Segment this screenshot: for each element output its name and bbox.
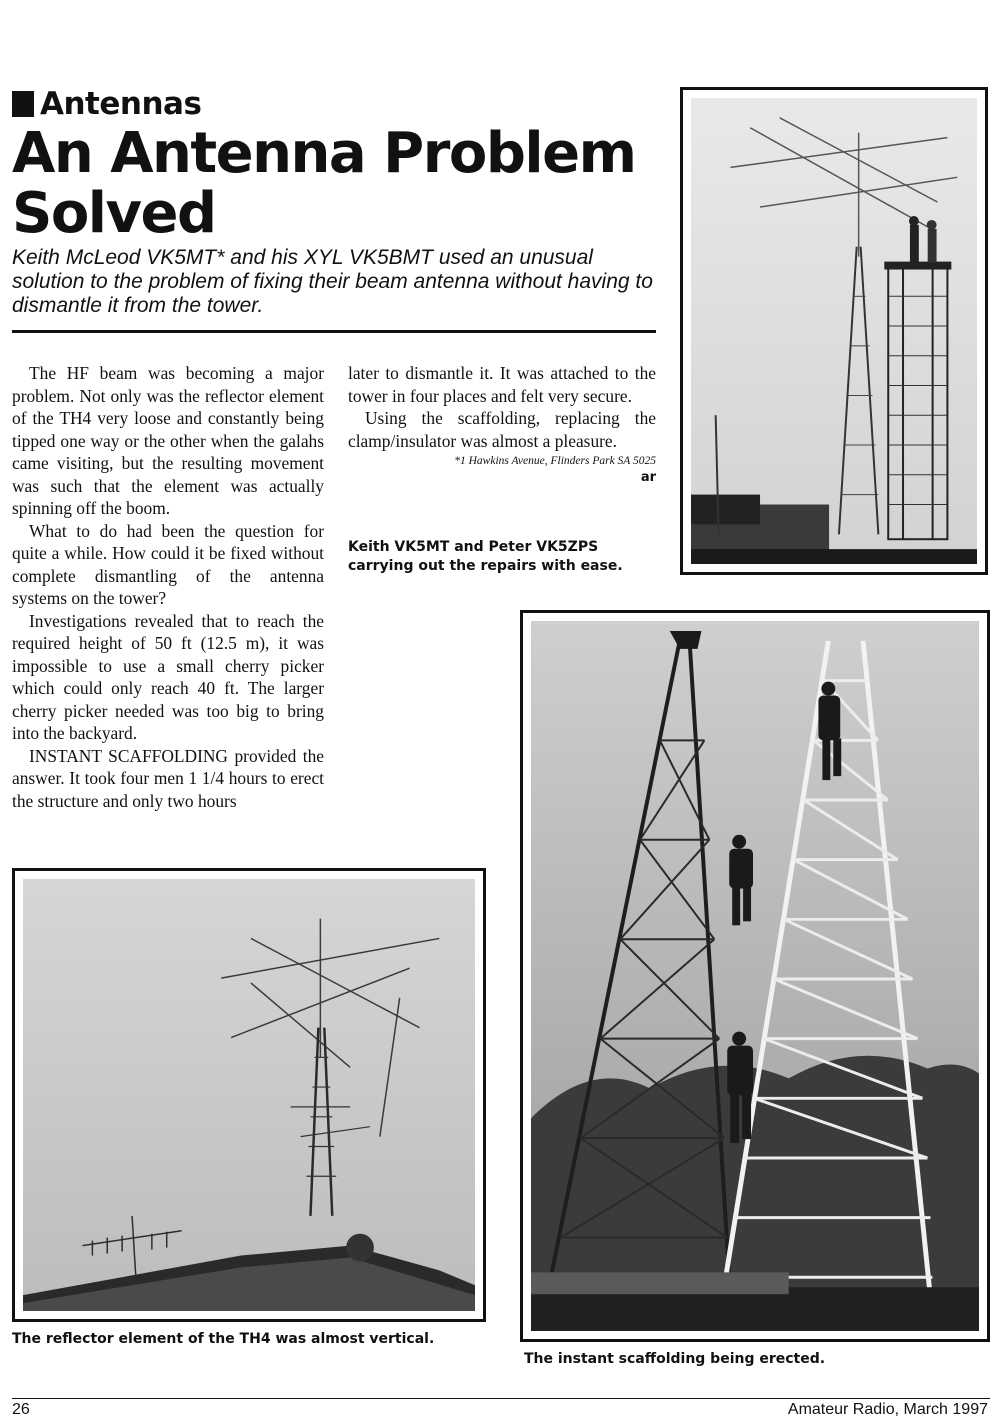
photo-repairs-on-scaffold: [680, 87, 988, 575]
caption-top-right: Keith VK5MT and Peter VK5ZPS carrying out the repairs with ease.: [348, 539, 623, 574]
footer-rule: [12, 1398, 990, 1399]
caption-bottom-right: The instant scaffolding being erected.: [524, 1351, 826, 1367]
photo-image: [23, 879, 475, 1311]
article-standfirst: Keith McLeod VK5MT* and his XYL VK5BMT used an unusual solution to the problem of fixing their beam antenna without having to dismantle it from the tower.: [12, 246, 653, 317]
paragraph: The HF beam was becoming a major problem. Not only was the reflector element of the TH4 very loose and constantly being tipped one way or the other when the galahs came visiting, but the resulting movement was such that the element was actually spinning off the boom.: [12, 363, 324, 518]
end-mark: ar: [640, 470, 656, 485]
paragraph: What to do had been the question for quite a while. How could it be fixed without complete dismantling of the antenna systems on the tower?: [12, 520, 324, 608]
article-title: An Antenna Problem Solved: [12, 121, 636, 246]
section-heading: [12, 86, 201, 122]
paragraph: Using the scaffolding, replacing the clamp/insulator was almost a pleasure.: [348, 408, 656, 451]
paragraph: Investigations revealed that to reach the required height of 50 ft (12.5 m), it was impossible to use a small cherry picker which could only reach 40 ft. The larger cherry picker needed was too big to bring into the backyard.: [12, 610, 324, 743]
photo-reflector-vertical: [12, 868, 486, 1322]
section-label: Antennas: [40, 86, 202, 122]
paragraph: INSTANT SCAFFOLDING provided the answer. It took four men 1 1/4 hours to erect the structure and only two hours: [12, 745, 324, 811]
photo-image: [691, 98, 977, 564]
article-column-2: [348, 362, 656, 487]
title-rule: [12, 330, 656, 333]
photo-scaffolding-erected: [520, 610, 990, 1342]
publication-info: Amateur Radio, March 1997: [787, 1401, 988, 1418]
caption-bottom-left: The reflector element of the TH4 was almost vertical.: [12, 1331, 435, 1347]
author-address: *1 Hawkins Avenue, Flinders Park SA 5025: [454, 455, 656, 467]
paragraph: later to dismantle it. It was attached to the tower in four places and felt very secure.: [348, 363, 656, 406]
page-number: 26: [12, 1401, 30, 1418]
photo-image: [531, 621, 979, 1331]
section-marker-square: [12, 91, 34, 117]
article-column-1: [12, 362, 324, 812]
